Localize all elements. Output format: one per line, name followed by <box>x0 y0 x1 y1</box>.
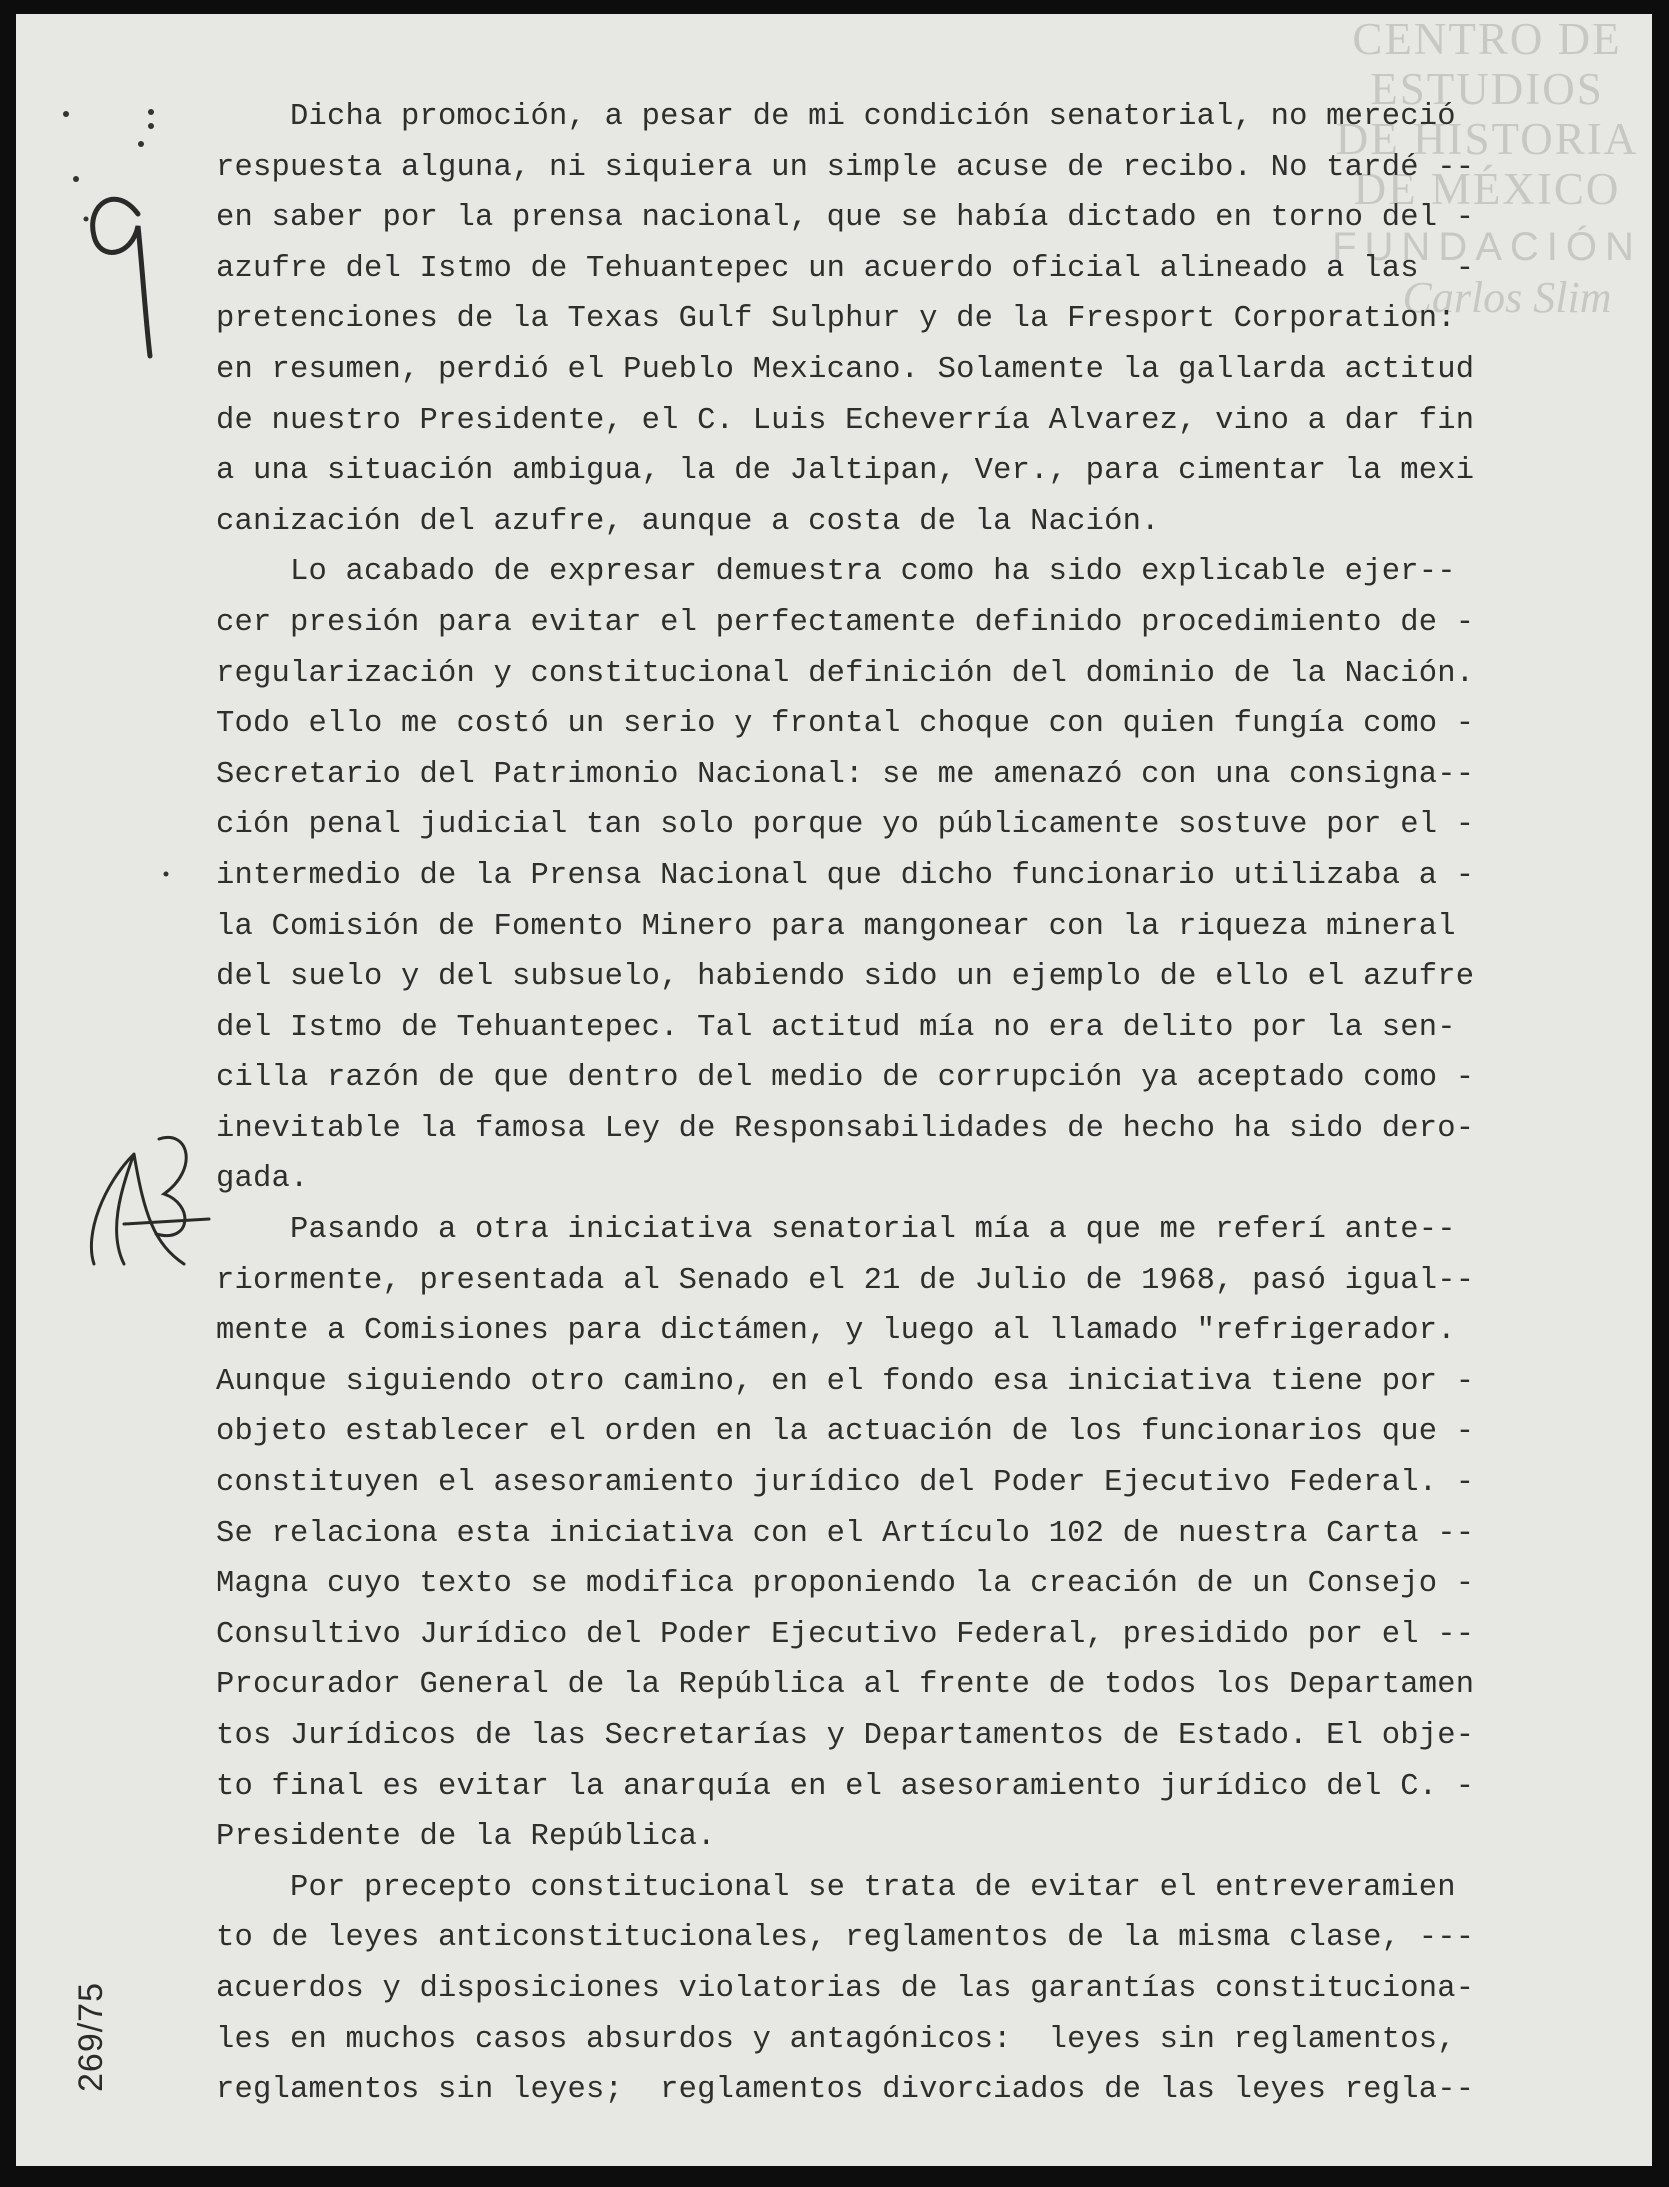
typewritten-text <box>216 92 1616 2116</box>
text-line: Lo acabado de expresar demuestra como ha sido explicable ejer-- <box>216 555 1456 590</box>
catalog-number: 269/75 <box>72 1982 110 2092</box>
text-line: Aunque siguiendo otro camino, en el fondo esa iniciativa tiene por - <box>216 1364 1475 1399</box>
text-line: Secretario del Patrimonio Nacional: se me amenazó con una consigna-- <box>216 757 1475 792</box>
text-line: les en muchos casos absurdos y antagónicos: leyes sin reglamentos, <box>216 2022 1456 2057</box>
text-line: gada. <box>216 1162 309 1197</box>
text-line: en saber por la prensa nacional, que se había dictado en torno del - <box>216 201 1475 236</box>
text-line: Todo ello me costó un serio y frontal choque con quien fungía como - <box>216 707 1475 742</box>
text-line: Dicha promoción, a pesar de mi condición senatorial, no mereció <box>216 100 1456 134</box>
text-line: Magna cuyo texto se modifica proponiendo la creación de un Consejo - <box>216 1567 1475 1602</box>
text-line: Se relaciona esta iniciativa con el Artículo 102 de nuestra Carta -- <box>216 1516 1475 1551</box>
text-line: ción penal judicial tan solo porque yo públicamente sostuve por el - <box>216 808 1475 843</box>
text-line: constituyen el asesoramiento jurídico del Poder Ejecutivo Federal. - <box>216 1466 1475 1501</box>
watermark-signature: Carlos Slim <box>1402 273 1612 322</box>
text-line: canización del azufre, aunque a costa de la Nación. <box>216 504 1160 539</box>
text-line: del Istmo de Tehuantepec. Tal actitud mía no era delito por la sen- <box>216 1010 1456 1045</box>
text-line: la Comisión de Fomento Minero para mangonear con la riqueza mineral <box>216 909 1456 944</box>
text-line: respuesta alguna, ni siquiera un simple acuse de recibo. No tardé -- <box>216 150 1475 185</box>
watermark-line-2: ESTUDIOS <box>1370 64 1604 114</box>
text-line: inevitable la famosa Ley de Responsabilidades de hecho ha sido dero- <box>216 1111 1475 1146</box>
text-line: to final es evitar la anarquía en el asesoramiento jurídico del C. - <box>216 1769 1475 1804</box>
text-line: mente a Comisiones para dictámen, y luego al llamado "refrigerador. <box>216 1314 1456 1349</box>
text-line: Pasando a otra iniciativa senatorial mía a que me referí ante-- <box>216 1213 1456 1248</box>
text-line: azufre del Istmo de Tehuantepec un acuerdo oficial alineado a las - <box>216 251 1475 286</box>
text-line: pretenciones de la Texas Gulf Sulphur y de la Fresport Corporation: <box>216 302 1456 337</box>
document-page <box>16 14 1652 2166</box>
text-line: to de leyes anticonstitucionales, reglamentos de la misma clase, --- <box>216 1921 1475 1956</box>
text-line: del suelo y del subsuelo, habiendo sido un ejemplo de ello el azufre <box>216 960 1475 995</box>
text-line: reglamentos sin leyes; reglamentos divorciados de las leyes regla-- <box>216 2073 1475 2108</box>
text-line: Presidente de la República. <box>216 1820 716 1855</box>
text-line: Consultivo Jurídico del Poder Ejecutivo Federal, presidido por el -- <box>216 1617 1475 1652</box>
text-line: cilla razón de que dentro del medio de corrupción ya aceptado como - <box>216 1061 1475 1096</box>
text-line: de nuestro Presidente, el C. Luis Echeverría Alvarez, vino a dar fin <box>216 403 1475 438</box>
text-line: objeto establecer el orden en la actuación de los funcionarios que - <box>216 1415 1475 1450</box>
text-line: Por precepto constitucional se trata de evitar el entreveramien <box>216 1870 1456 1905</box>
text-line: en resumen, perdió el Pueblo Mexicano. Solamente la gallarda actitud <box>216 352 1475 387</box>
handwritten-initials <box>64 1114 214 1284</box>
text-line: Procurador General de la República al frente de todos los Departamen <box>216 1668 1475 1703</box>
watermark-line-1: CENTRO DE <box>1352 14 1622 64</box>
margin-dots <box>46 74 176 1074</box>
watermark-foundation: FUNDACIÓN <box>1332 225 1642 269</box>
watermark-line-4: DE MÉXICO <box>1353 164 1621 214</box>
text-line: regularización y constitucional definición del dominio de la Nación. <box>216 656 1475 691</box>
text-line: riormente, presentada al Senado el 21 de Julio de 1968, pasó igual-- <box>216 1263 1475 1298</box>
text-line: cer presión para evitar el perfectamente definido procedimiento de - <box>216 605 1475 640</box>
text-line: intermedio de la Prensa Nacional que dicho funcionario utilizaba a - <box>216 858 1475 893</box>
text-line: tos Jurídicos de las Secretarías y Departamentos de Estado. El obje- <box>216 1719 1475 1753</box>
watermark-line-3: DE HISTORIA <box>1335 114 1639 164</box>
text-line: a una situación ambigua, la de Jaltipan, Ver., para cimentar la mexi <box>216 454 1475 489</box>
text-line: acuerdos y disposiciones violatorias de las garantías constituciona- <box>216 1971 1475 2006</box>
